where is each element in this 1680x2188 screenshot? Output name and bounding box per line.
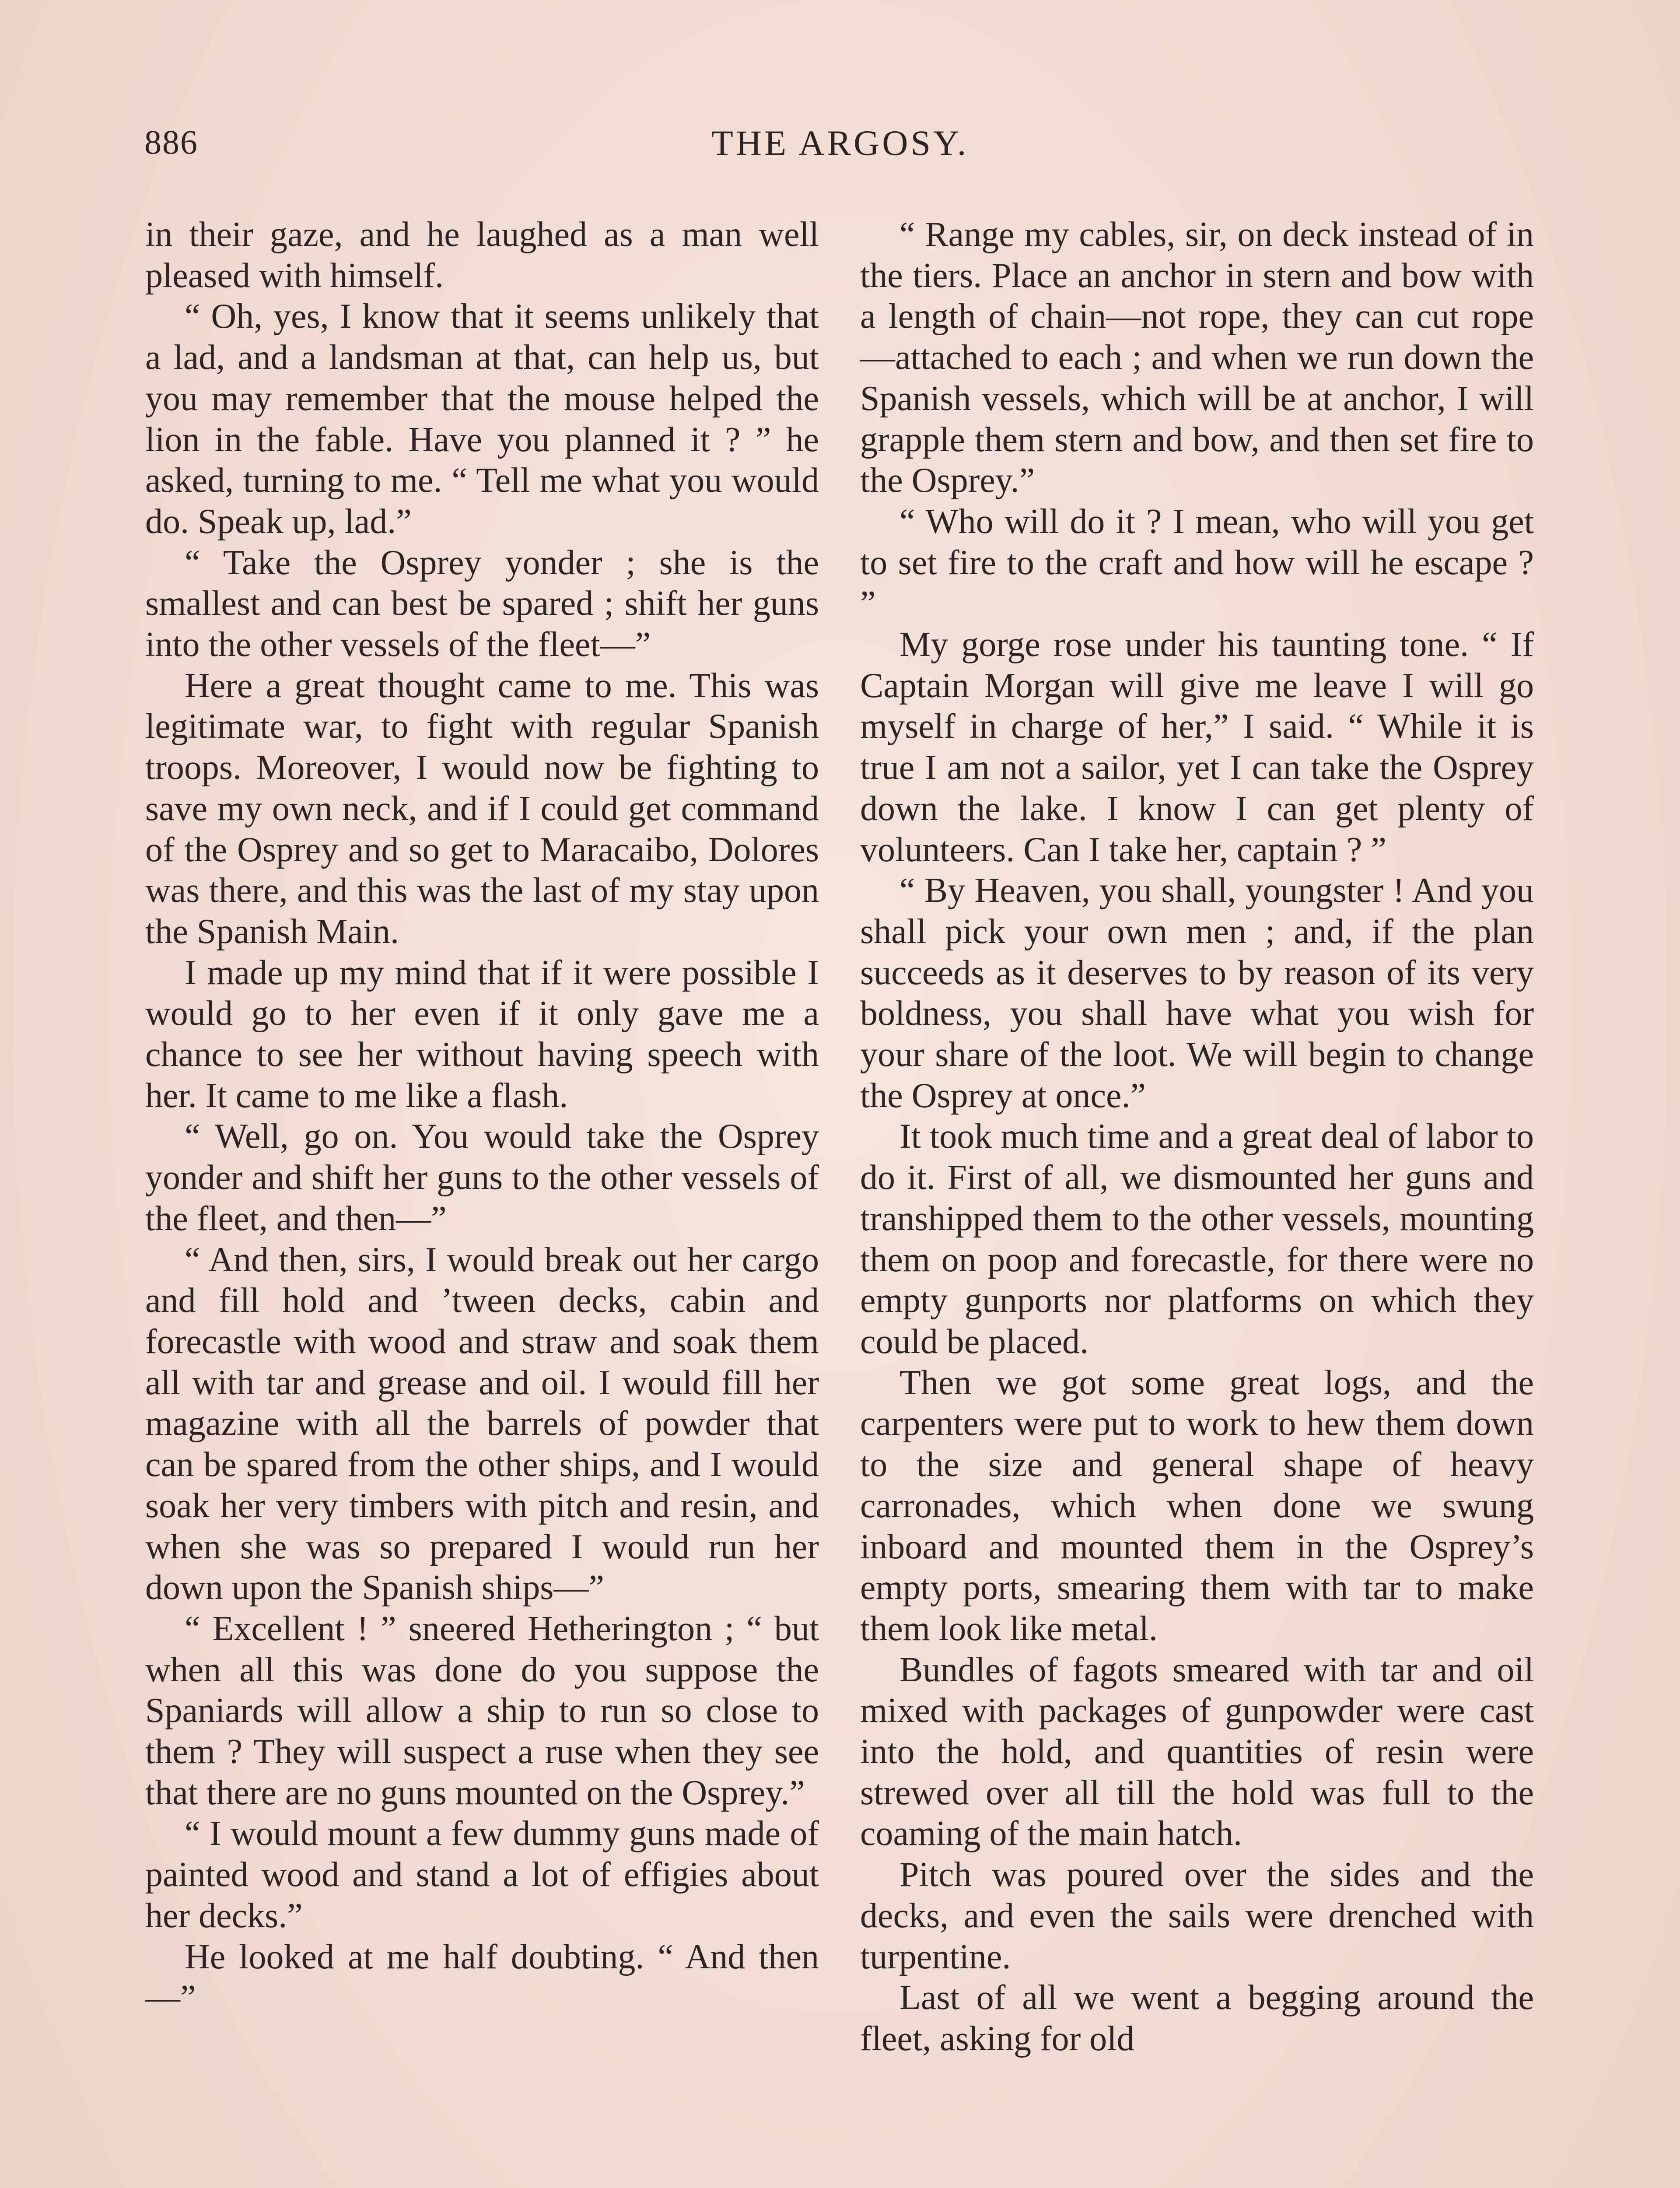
paragraph: He looked at me half doubting. “ And then—” (145, 1937, 819, 2017)
paragraph: Here a great thought came to me. This was legitimate war, to fight with regular Spanish troops. Moreover, I would now be fighting to save my own neck, and if I could get command of the Osprey and so get to Maracaibo, Dolores was there, and this was the last of my stay upon the Spanish Main. (145, 666, 819, 951)
right-column (860, 214, 1534, 2060)
paragraph: in their gaze, and he laughed as a man well pleased with himself. (145, 215, 819, 295)
paragraph: My gorge rose under his taunting tone. “ If Captain Morgan will give me leave I will go myself in charge of her,” I said. “ While it is true I am not a sailor, yet I can take the Osprey down the lake. I know I can get plenty of volunteers. Can I take her, captain ? ” (860, 625, 1534, 869)
paragraph: I made up my mind that if it were possible I would go to her even if it only gave me a chance to see her without having speech with her. It came to me like a flash. (145, 953, 819, 1115)
paragraph: Last of all we went a begging around the fleet, asking for old (860, 1978, 1534, 2058)
paragraph: “ Who will do it ? I mean, who will you get to set fire to the craft and how will he escape ? ” (860, 502, 1534, 623)
page-number: 886 (144, 123, 198, 161)
paragraph: “ Range my cables, sir, on deck instead of in the tiers. Place an anchor in stern and bow with a length of chain—not rope, they can cut rope—attached to each ; and when we run down the Spanish vessels, which will be at anchor, I will grapple them stern and bow, and then set fire to the Osprey.” (860, 215, 1534, 500)
paragraph: “ I would mount a few dummy guns made of painted wood and stand a lot of effigies about her decks.” (145, 1814, 819, 1935)
paragraph: “ Take the Osprey yonder ; she is the smallest and can best be spared ; shift her guns into the other vessels of the fleet—” (145, 543, 819, 664)
left-column (145, 214, 819, 2019)
paragraph: “ Oh, yes, I know that it seems unlikely that a lad, and a landsman at that, can help us, but you may remember that the mouse helped the lion in the fable. Have you planned it ? ” he asked, turning to me. “ Tell me what you would do. Speak up, lad.” (145, 297, 819, 541)
running-title: THE ARGOSY. (711, 123, 969, 163)
page-header (144, 123, 1536, 184)
paragraph: Pitch was poured over the sides and the decks, and even the sails were drenched with turpentine. (860, 1855, 1534, 1976)
paragraph: Then we got some great logs, and the carpenters were put to work to hew them down to the size and general shape of heavy carronades, which when done we swung inboard and mounted them in the Osprey’s empty ports, smearing them with tar to make them look like metal. (860, 1363, 1534, 1648)
paragraph: “ By Heaven, you shall, youngster ! And you shall pick your own men ; and, if the plan succeeds as it deserves to by reason of its very boldness, you shall have what you wish for your share of the loot. We will begin to change the Osprey at once.” (860, 871, 1534, 1115)
paragraph: “ Excellent ! ” sneered Hetherington ; “ but when all this was done do you suppose the Spaniards will allow a ship to run so close to them ? They will suspect a ruse when they see that there are no guns mounted on the Osprey.” (145, 1609, 819, 1812)
paragraph: It took much time and a great deal of labor to do it. First of all, we dismounted her guns and transhipped them to the other vessels, mounting them on poop and forecastle, for there were no empty gunports nor platforms on which they could be placed. (860, 1117, 1534, 1361)
paragraph: Bundles of fagots smeared with tar and oil mixed with packages of gunpowder were cast into the hold, and quantities of resin were strewed over all till the hold was full to the coaming of the main hatch. (860, 1650, 1534, 1853)
paragraph: “ And then, sirs, I would break out her cargo and fill hold and ’tween decks, cabin and forecastle with wood and straw and soak them all with tar and grease and oil. I would fill her magazine with all the barrels of powder that can be spared from the other ships, and I would soak her very timbers with pitch and resin, and when she was so prepared I would run her down upon the Spanish ships—” (145, 1240, 819, 1607)
paragraph: “ Well, go on. You would take the Osprey yonder and shift her guns to the other vessels of the fleet, and then—” (145, 1117, 819, 1238)
